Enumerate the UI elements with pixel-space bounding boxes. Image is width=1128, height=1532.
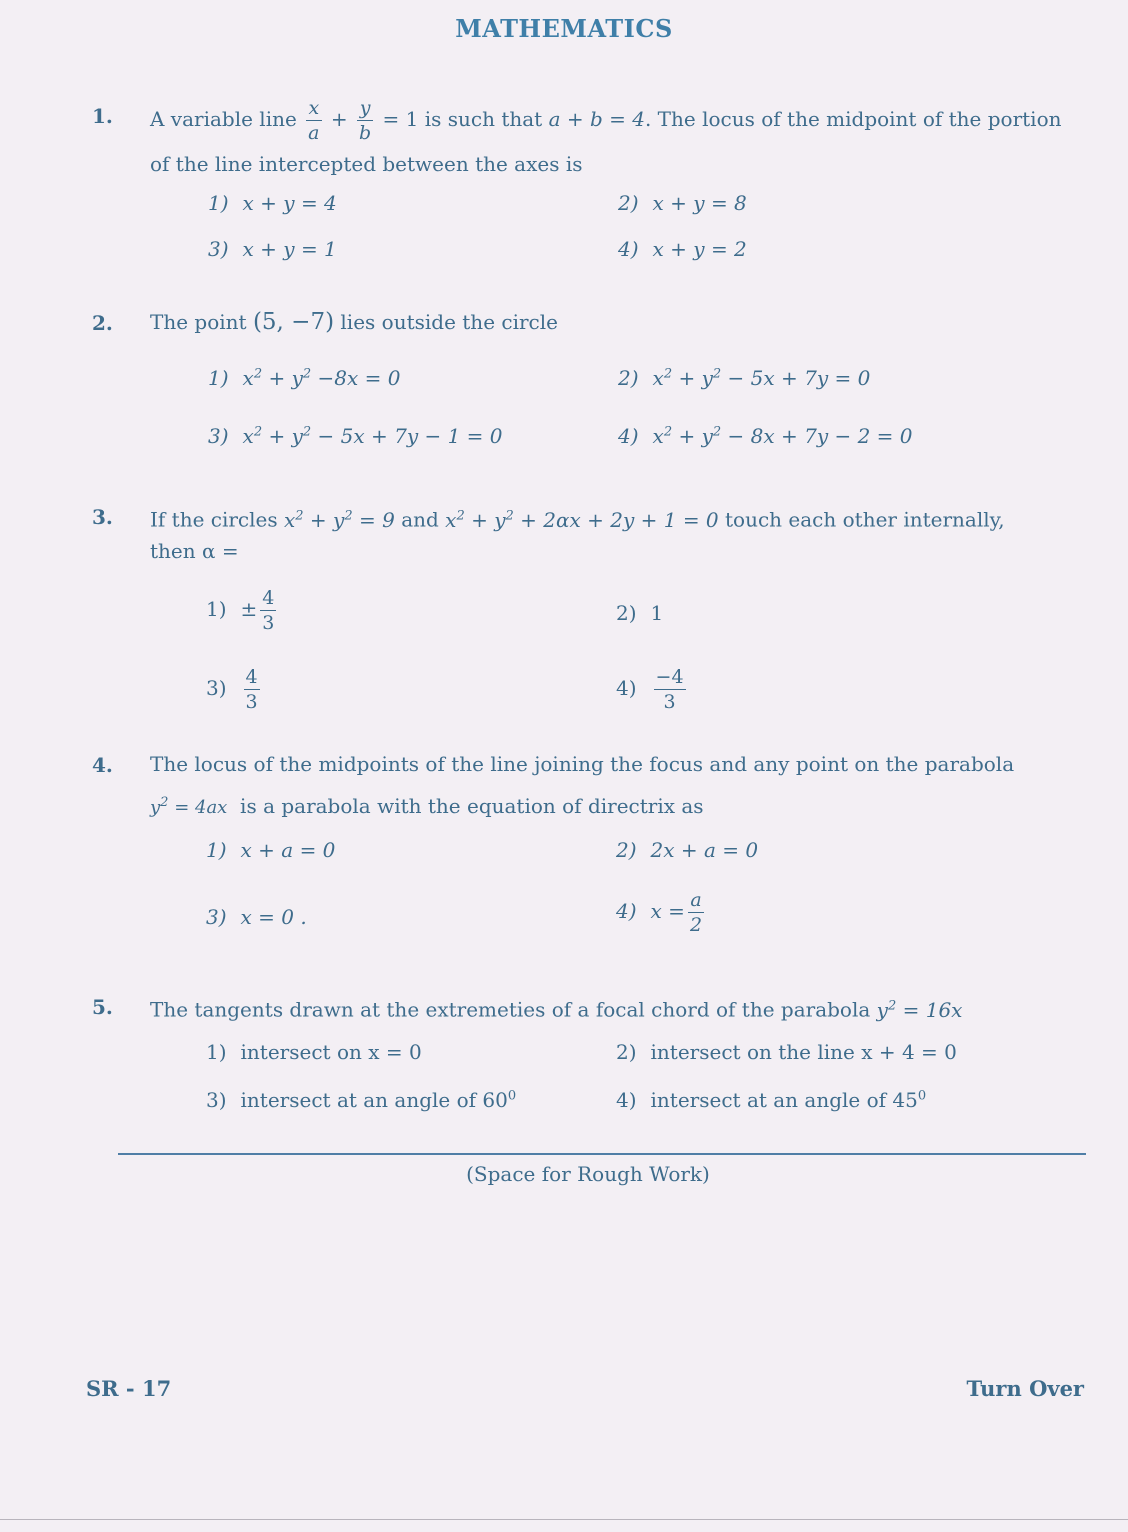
q2-option-2[interactable]: 2) $x^2 + y^2 - 5x + 7y = 0$ — [618, 366, 871, 390]
q1-text-a: A variable line — [150, 107, 297, 131]
q1-text-c: . The locus of the midpoint of the portion — [644, 107, 1062, 131]
q1-option-4[interactable]: 4) x + y = 2 — [618, 237, 747, 261]
question-3-line2: then α = — [150, 539, 239, 563]
q1-option-2[interactable]: 2) x + y = 8 — [618, 191, 747, 215]
question-5-text: The tangents drawn at the extremeties of a focal chord of the parabola $y^2 = 16x$ — [150, 997, 963, 1022]
q2-option-3[interactable]: 3) $x^2 + y^2 - 5x + 7y - 1 = 0$ — [208, 424, 503, 448]
question-4-line2: $y^2 = 4ax$ is a parabola with the equation of directrix as — [150, 794, 704, 818]
question-1-text — [150, 96, 1062, 145]
q3-option-3[interactable]: 3) $\frac{4}{3}$ — [206, 666, 258, 713]
footer-code: SR - 17 — [86, 1376, 172, 1401]
question-1-number: 1. — [92, 104, 113, 128]
q1-option-3[interactable]: 3) x + y = 1 — [208, 237, 337, 261]
q3-option-1[interactable]: 1) ± $\frac{4}{3}$ — [206, 587, 275, 634]
question-2-number: 2. — [92, 311, 113, 335]
page-title: MATHEMATICS — [455, 14, 673, 43]
question-3-text: If the circles $x^2 + y^2 = 9$ and $x^2 + y^2 + 2\alpha x + 2y + 1 = 0$ touch each other internally, — [150, 507, 1005, 532]
q3-option-4[interactable]: 4) $\frac{-4}{3}$ — [616, 666, 684, 713]
q1-fraction-y: $\frac{y}{b}$ — [358, 97, 372, 144]
question-2-text: The point (5, −7) lies outside the circle — [150, 309, 558, 335]
q1-equals-one: = 1 — [382, 107, 419, 131]
question-3-number: 3. — [92, 505, 113, 529]
q4-option-4[interactable]: 4) x = $\frac{a}{2}$ — [616, 889, 703, 936]
rough-work-label: (Space for Rough Work) — [466, 1162, 710, 1186]
question-1-line2: of the line intercepted between the axes is — [150, 152, 583, 176]
q5-option-4[interactable]: 4) intersect at an angle of $45^0$ — [616, 1088, 927, 1112]
question-5-number: 5. — [92, 995, 113, 1019]
q5-option-3[interactable]: 3) intersect at an angle of $60^0$ — [206, 1088, 517, 1112]
q2-point: (5, −7) — [252, 309, 335, 335]
q1-option-1[interactable]: 1) x + y = 4 — [208, 191, 337, 215]
question-4-line1: The locus of the midpoints of the line joining the focus and any point on the parabola — [150, 752, 1015, 776]
q1-text-b: is such that — [424, 107, 543, 131]
q4-option-3[interactable]: 3) x = 0 . — [206, 905, 307, 929]
q5-option-1[interactable]: 1) intersect on x = 0 — [206, 1040, 422, 1064]
q1-condition: a + b = 4 — [548, 107, 645, 131]
q4-option-1[interactable]: 1) x + a = 0 — [206, 838, 336, 862]
footer-turn-over: Turn Over — [966, 1376, 1084, 1401]
q2-option-4[interactable]: 4) $x^2 + y^2 - 8x + 7y - 2 = 0$ — [618, 424, 913, 448]
q1-plus: + — [330, 107, 348, 131]
q5-option-2[interactable]: 2) intersect on the line x + 4 = 0 — [616, 1040, 957, 1064]
bottom-rule — [0, 1519, 1128, 1520]
q3-option-2[interactable]: 2) 1 — [616, 601, 664, 625]
divider-rule — [118, 1153, 1086, 1155]
question-4-number: 4. — [92, 753, 113, 777]
q2-option-1[interactable]: 1) $x^2 + y^2 -8x = 0$ — [208, 366, 401, 390]
q1-fraction-x: $\frac{x}{a}$ — [308, 97, 320, 144]
q4-option-2[interactable]: 2) 2x + a = 0 — [616, 838, 759, 862]
